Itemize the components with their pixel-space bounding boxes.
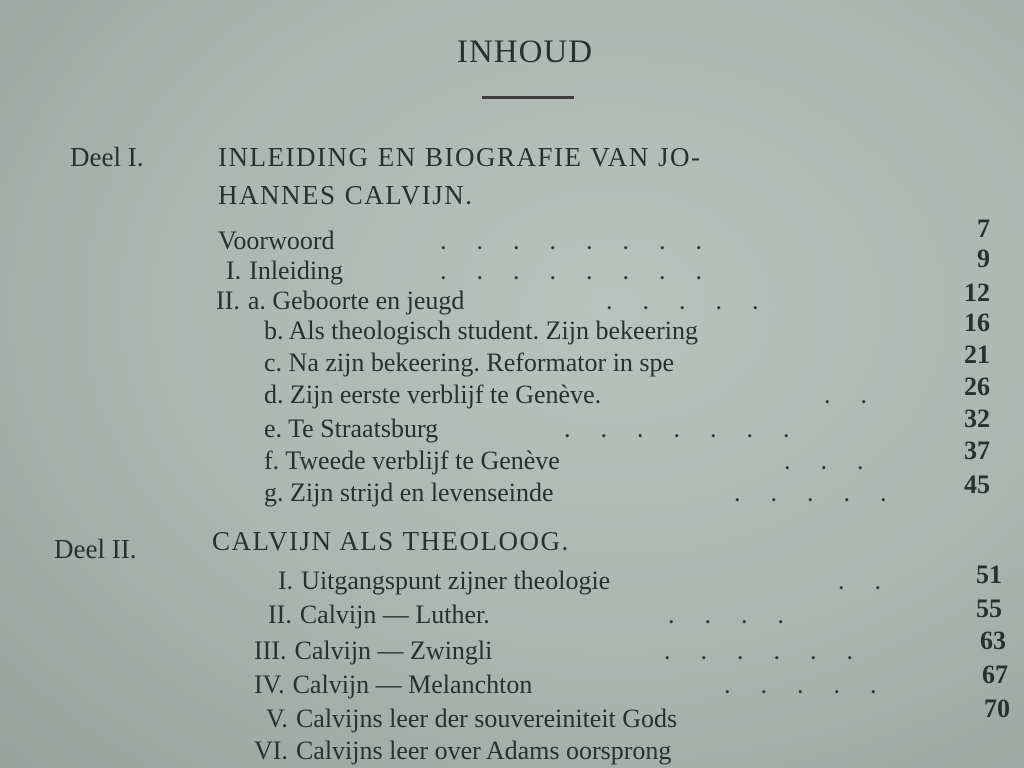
entry-number: II. [268,600,292,629]
entry-label: f. Tweede verblijf te Genève [264,446,560,475]
leader-dots: .. [838,566,911,595]
entry-number: II. [216,286,240,315]
title-rule [482,96,574,99]
entry-number: V. [266,704,288,733]
page-number: 67 [982,660,1008,689]
page-number: 26 [964,372,990,401]
toc-row [218,226,732,256]
part-label: Deel I. [70,142,144,172]
toc-row [264,316,698,346]
entry-label: a. Geboorte en jeugd [247,286,465,315]
page-number: 51 [976,560,1002,589]
entry-label: Calvijn — Luther. [299,600,490,629]
entry-label: c. Na zijn bekeering. Reformator in spe [264,348,675,377]
toc-row [254,736,671,766]
toc-row [264,478,917,508]
toc-row [254,636,883,666]
page-number: 55 [976,594,1002,623]
entry-number: I. [278,566,294,595]
page-number: 7 [977,214,990,243]
toc-row [226,256,732,286]
page-number: 63 [980,626,1006,655]
leader-dots: ........ [440,226,732,255]
leader-dots: ....... [564,414,820,443]
part-title: CALVIJN ALS THEOLOOG. [212,526,570,556]
toc-row [216,286,789,316]
part-title: HANNES CALVIJN. [218,180,474,210]
entry-label: Calvijn — Melanchton [292,670,533,699]
entry-number: I. [226,256,242,285]
leader-dots: ..... [734,478,917,507]
entry-number: III. [254,636,287,665]
entry-label: Uitgangspunt zijner theologie [301,566,611,595]
leader-dots: ..... [724,670,907,699]
toc-row [254,670,907,700]
toc-row [264,380,897,410]
page-number: 70 [984,694,1010,723]
toc-row [278,566,911,596]
part-title: INLEIDING EN BIOGRAFIE VAN JO- [218,142,702,172]
page-number: 21 [964,340,990,369]
entry-label: d. Zijn eerste verblijf te Genève. [264,380,602,409]
entry-label: Calvijns leer over Adams oorsprong [295,736,672,765]
toc-row [268,600,814,630]
entry-label: Calvijns leer der souvereiniteit Gods [295,704,678,733]
entry-label: Calvijn — Zwingli [294,636,493,665]
entry-number: VI. [254,736,288,765]
page-title: INHOUD [456,34,594,70]
entry-number: IV. [254,670,285,699]
entry-label: b. Als theologisch student. Zijn bekeering [264,316,698,345]
page-number: 16 [964,308,990,337]
toc-row [264,348,674,378]
entry-label: e. Te Straatsburg [264,414,439,443]
entry-label: g. Zijn strijd en levenseinde [264,478,554,507]
page-number: 45 [964,470,990,499]
page-number: 37 [964,436,990,465]
leader-dots: .. [824,380,897,409]
leader-dots: .... [668,600,814,629]
entry-label: Voorwoord [218,226,335,255]
part-label: Deel II. [54,534,137,564]
toc-row [264,414,820,444]
leader-dots: ........ [440,256,732,285]
page-number: 12 [964,278,990,307]
entry-label: Inleiding [249,256,344,285]
page-number: 9 [977,244,990,273]
leader-dots: ... [784,446,894,475]
leader-dots: ...... [664,636,883,665]
toc-row [264,446,894,476]
toc-row [266,704,677,734]
leader-dots: ..... [606,286,789,315]
page-number: 32 [964,404,990,433]
